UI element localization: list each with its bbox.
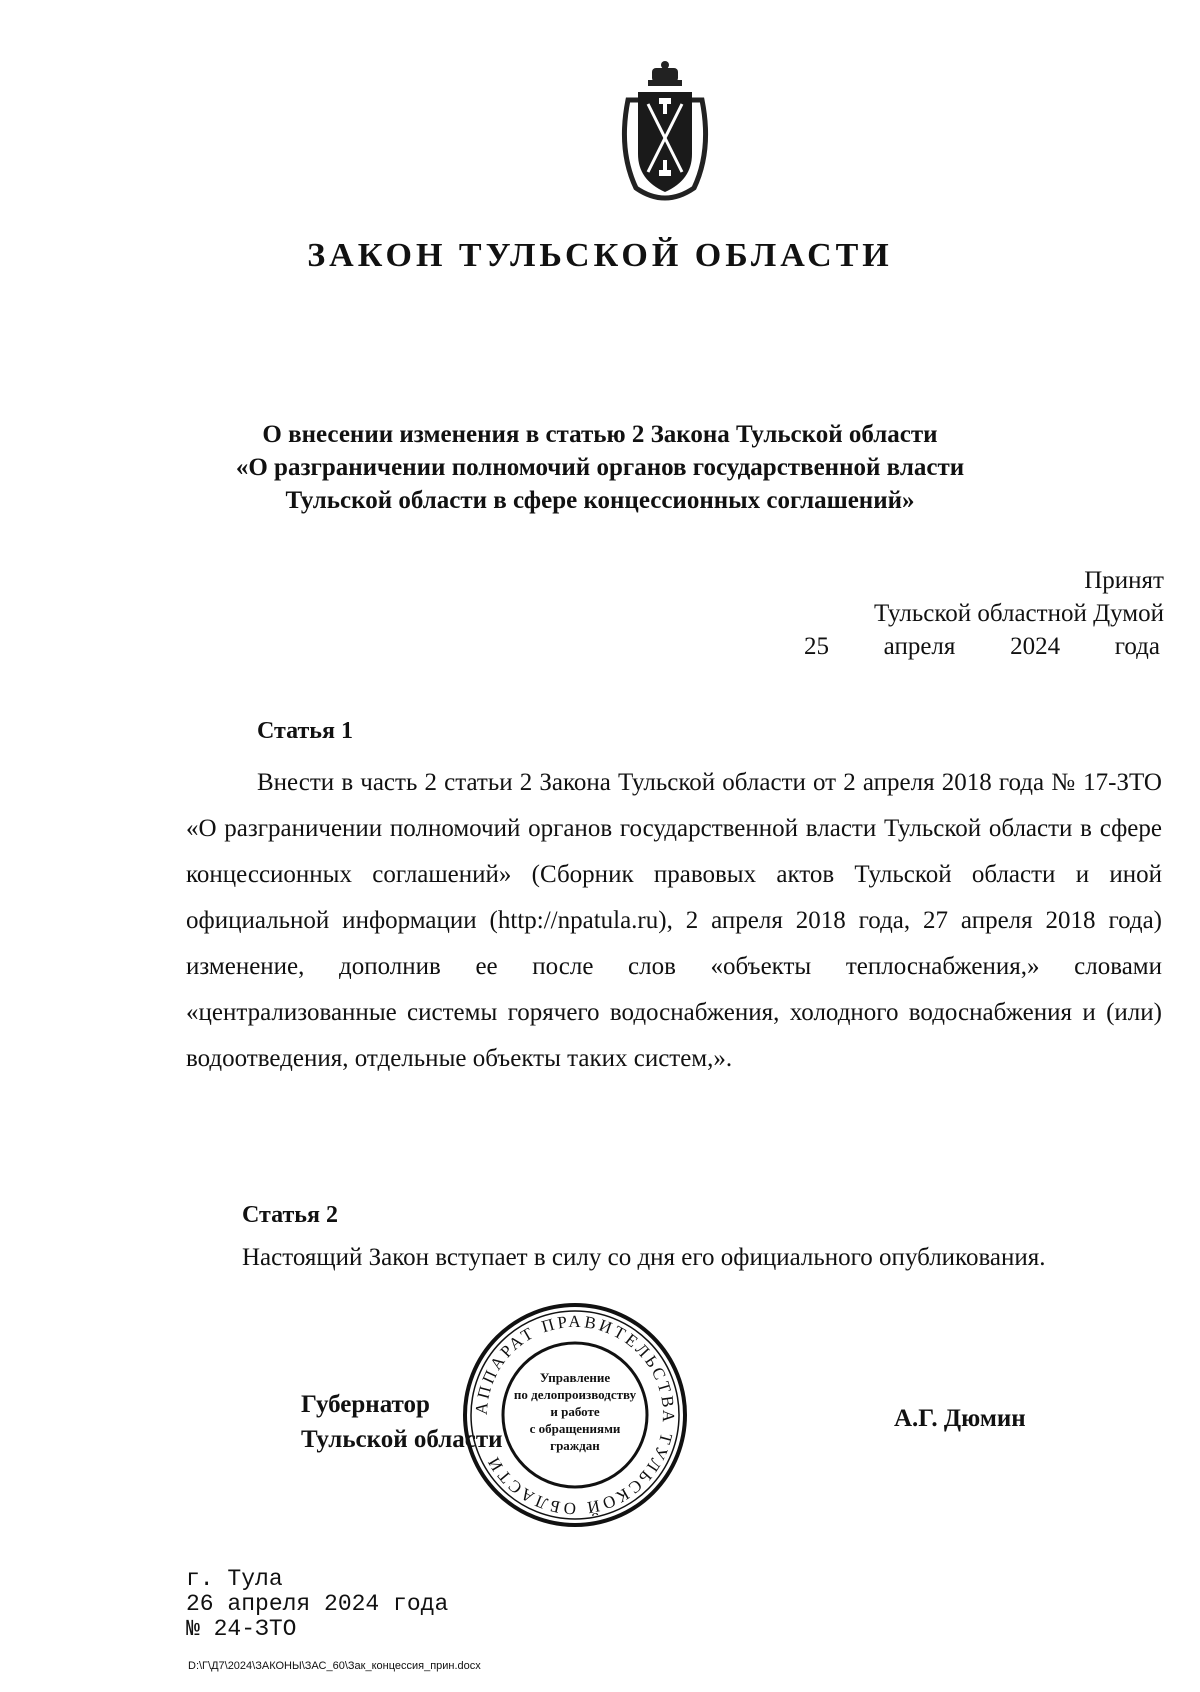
adoption-date xyxy=(804,630,1164,663)
signatory-name: А.Г. Дюмин xyxy=(894,1405,1026,1432)
article-1-heading: Статья 1 xyxy=(257,718,353,744)
issue-place-date-number xyxy=(186,1567,448,1642)
law-number: № 24-ЗТО xyxy=(186,1616,297,1642)
position-line: Тульской области xyxy=(301,1426,503,1453)
adoption-month: апреля xyxy=(883,633,956,660)
issue-city: г. Тула xyxy=(186,1566,283,1592)
issue-date: 26 апреля 2024 года xyxy=(186,1591,449,1617)
stamp-center-line: с обращениями xyxy=(529,1421,621,1436)
article-1-text: Внести в часть 2 статьи 2 Закона Тульской области от 2 апреля 2018 года № 17-ЗТО «О разграничении полномочий органов государственной власти Тульской области в сфере концессионных соглашений» (Сборник правовых актов Тульской области и иной официальной информации (http://npatula.ru), 2 апреля 2018 года, 27 апреля 2018 года) изменение, дополнив ее после слов «объекты теплоснабжения,» словами «централизованные системы горячего водоснабжения, холодного водоснабжения и (или) водоотведения, отдельные объекты таких систем,». xyxy=(186,769,1162,1072)
adopted-label: Принят xyxy=(1084,567,1164,594)
stamp-center-line: и работе xyxy=(550,1404,600,1419)
article-2-text: Настоящий Закон вступает в силу со дня его официального опубликования. xyxy=(242,1244,1046,1271)
adoption-block xyxy=(804,564,1164,663)
position-line: Губернатор xyxy=(301,1391,430,1418)
subject-line: О внесении изменения в статью 2 Закона Тульской области xyxy=(262,421,938,448)
adoption-day: 25 xyxy=(804,633,829,660)
tula-coat-of-arms-icon xyxy=(608,60,722,210)
stamp-ring-text: АППАРАТ ПРАВИТЕЛЬСТВА ТУЛЬСКОЙ ОБЛАСТИ xyxy=(471,1311,679,1519)
adopted-by: Тульской областной Думой xyxy=(873,600,1164,627)
subject-line: Тульской области в сфере концессионных соглашений» xyxy=(285,487,915,514)
stamp-center-line: граждан xyxy=(550,1438,600,1453)
official-stamp xyxy=(460,1300,690,1530)
stamp-center-line: по делопроизводству xyxy=(513,1387,637,1402)
stamp-center-line: Управление xyxy=(539,1370,611,1385)
law-title: ЗАКОН ТУЛЬСКОЙ ОБЛАСТИ xyxy=(307,237,893,274)
adoption-suffix: года xyxy=(1114,633,1160,660)
adoption-year: 2024 xyxy=(1010,633,1061,660)
subject-line: «О разграничении полномочий органов государственной власти xyxy=(235,454,965,481)
file-path: D:\Г\Д7\2024\ЗАКОНЫ\ЗАС_60\Зак_концессия_прин.docx xyxy=(188,1660,481,1672)
law-subject xyxy=(0,418,1200,517)
article-2-heading: Статья 2 xyxy=(242,1202,338,1228)
